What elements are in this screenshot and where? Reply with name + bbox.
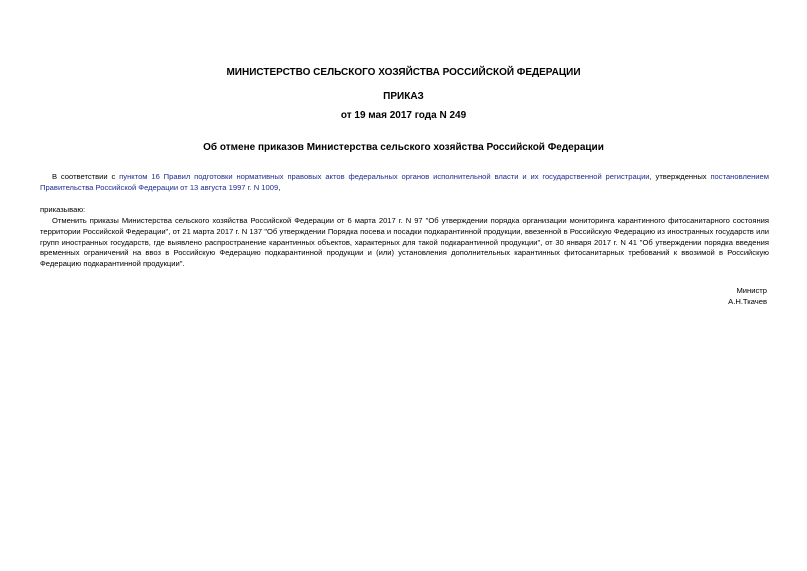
ministry-heading: МИНИСТЕРСТВО СЕЛЬСКОГО ХОЗЯЙСТВА РОССИЙСКОЙ ФЕДЕРАЦИИ (226, 67, 581, 78)
basis-tail-text: , (278, 182, 281, 192)
legal-basis-paragraph (40, 172, 769, 194)
order-word: приказываю: (40, 205, 86, 214)
signatory-name: А.Н.Ткачев (728, 296, 767, 306)
order-body-paragraph: Отменить приказы Министерства сельского хозяйства Российской Федерации от 6 марта 2017 г. N 97 "Об утверждении порядка организации мониторинга карантинного фитосанитарного состояния территории Российской Федерации", от 21 марта 2017 г. N 137 "Об утверждении Порядка посева и посадки подкарантинной продукции, ввезенной в Российскую Федерацию из иностранных государств или групп иностранных государств, где выявлено распространение карантинных объектов, характерных для такой подкарантинной продукции", от 30 января 2017 г. N 41 "Об утверждении порядка введения временных ограничений на ввоз в Российскую Федерацию подкарантинной продукции и (или) установления дополнительных карантинных фитосанитарных требований к ввозимой в Российскую Федерацию подкарантинной продукции". (40, 216, 769, 269)
document-date-number: от 19 мая 2017 года N 249 (340, 110, 467, 121)
signature-block (728, 286, 767, 308)
basis-lead-text: В соответствии с (52, 172, 120, 181)
signatory-position: Министр (736, 286, 767, 295)
rules-link[interactable]: пунктом 16 Правил подготовки нормативных правовых актов федеральных органов исполнительной власти и их государственной регистрации (119, 172, 650, 181)
document-title: Об отмене приказов Министерства сельского хозяйства Российской Федерации (203, 142, 604, 153)
government-decree-link[interactable]: постановлением Правительства Российской Федерации от 13 августа 1997 г. N 1009 (40, 172, 769, 192)
document-type-heading: ПРИКАЗ (383, 91, 424, 102)
basis-mid-text: , утвержденных (649, 172, 711, 181)
